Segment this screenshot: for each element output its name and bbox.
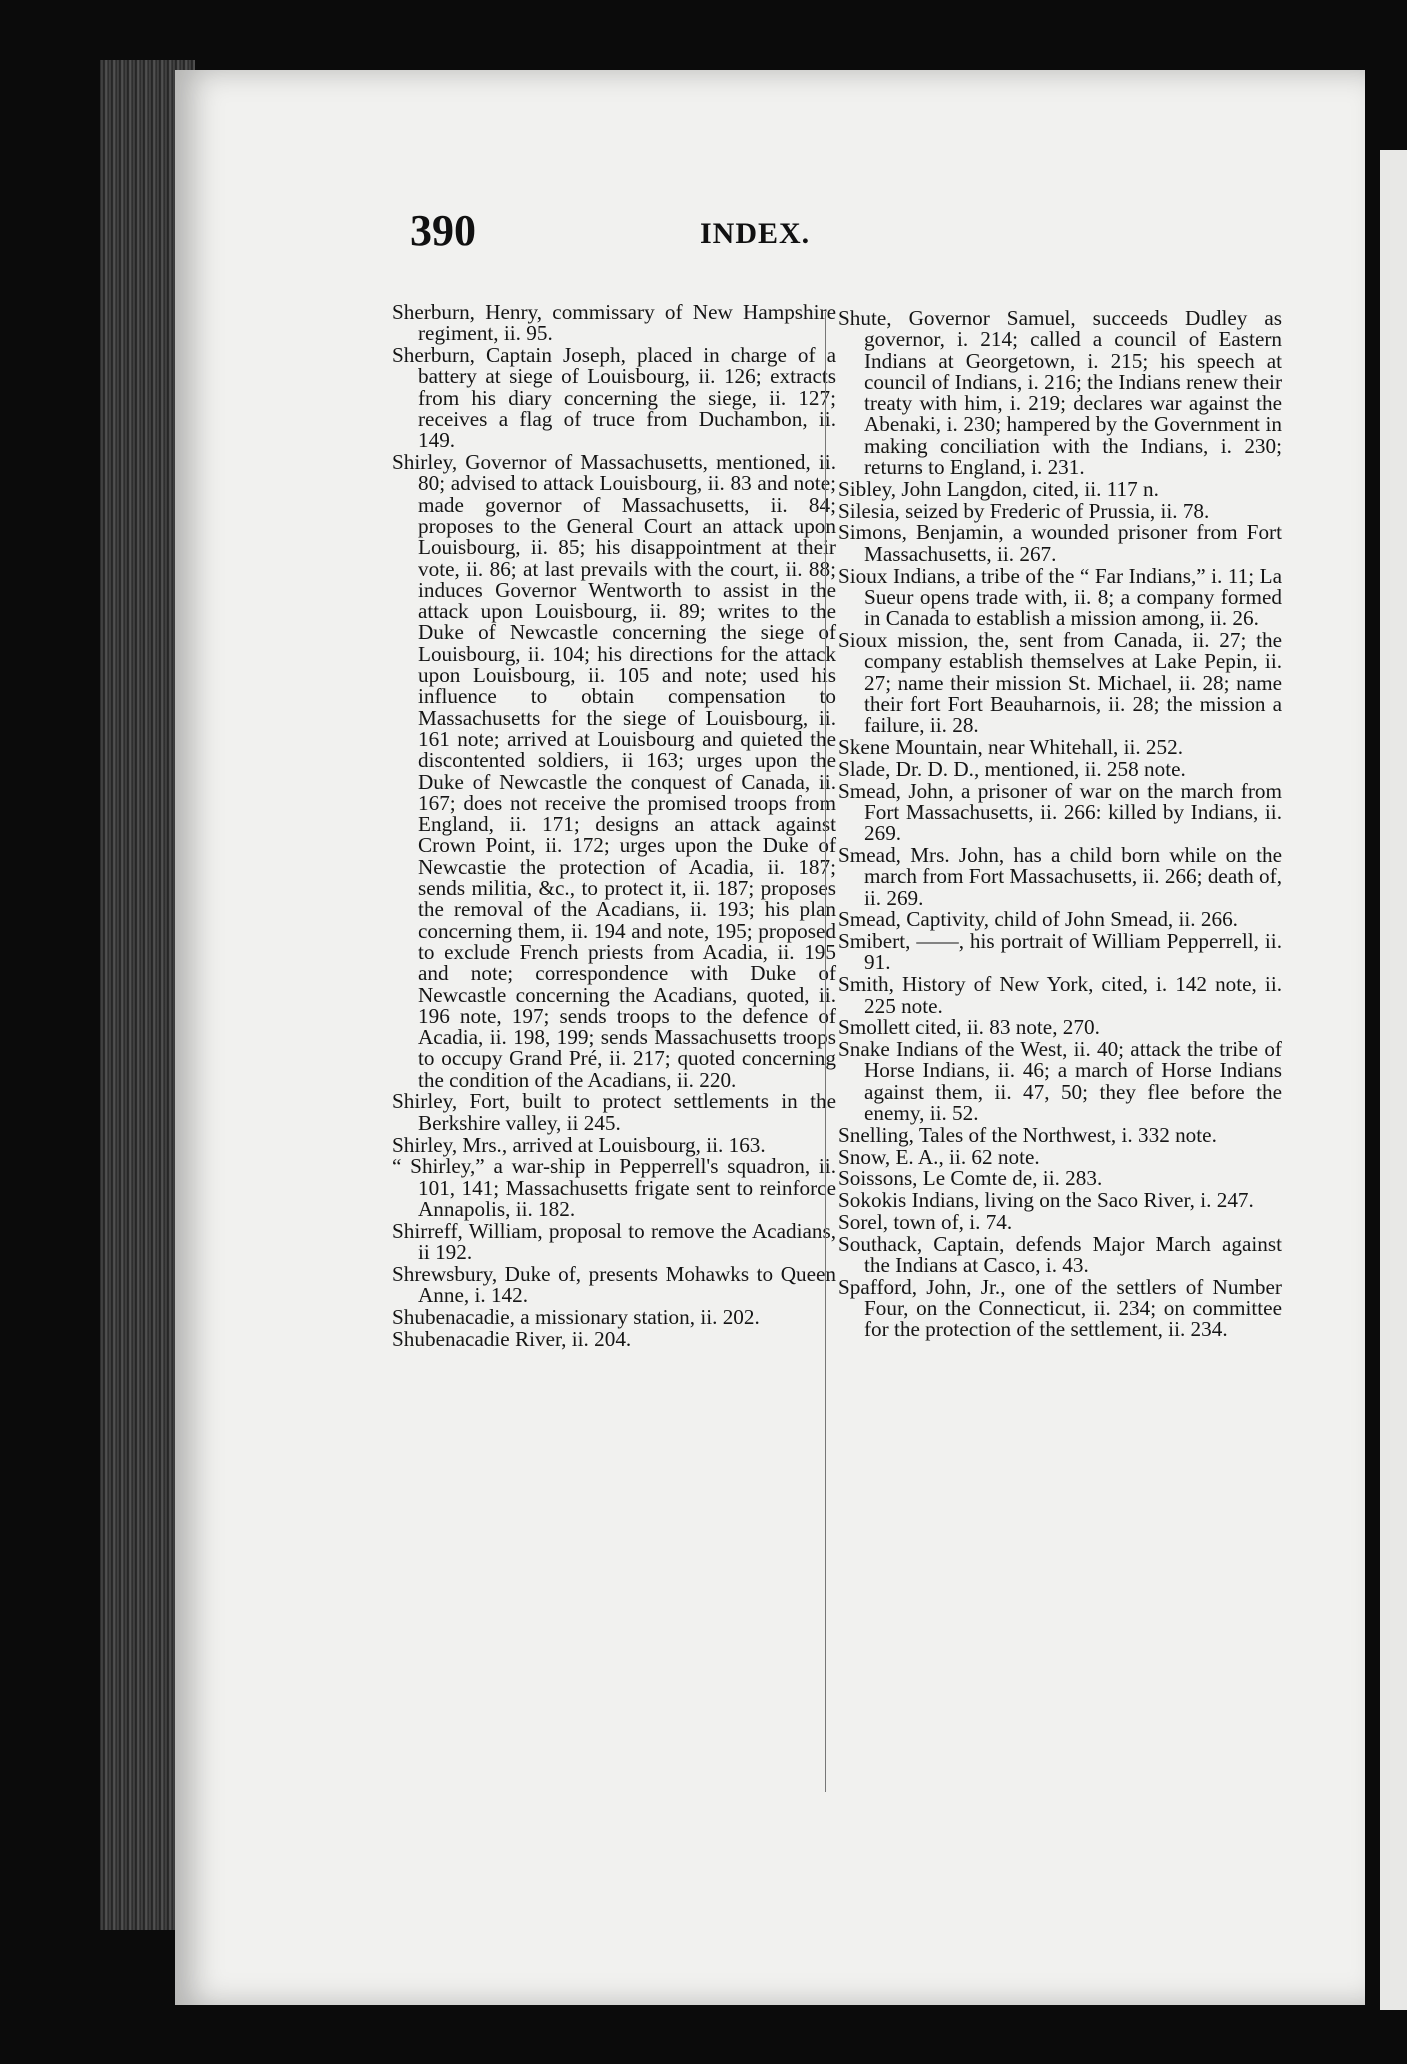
index-entry: Sokokis Indians, living on the Saco River, i. 247. bbox=[838, 1188, 1254, 1213]
index-entry: Smead, John, a prisoner of war on the march from Fort Massachusetts, ii. 266: killed by Indians, ii. 269. bbox=[838, 778, 1282, 846]
index-entry: Sorel, town of, i. 74. bbox=[838, 1209, 1013, 1234]
page-number: 390 bbox=[410, 206, 476, 255]
index-entry: Snelling, Tales of the Northwest, i. 332 note. bbox=[838, 1122, 1217, 1147]
index-entry: Sherburn, Captain Joseph, placed in charge of a battery at siege of Louisbourg, ii. 126; extracts from his diary concerning the siege, ii. 127; receives a flag of truce from Duchambon, ii. 149. bbox=[392, 343, 836, 453]
index-entry: Simons, Benjamin, a wounded prisoner from Fort Massachusetts, ii. 267. bbox=[838, 520, 1282, 566]
index-entry: Shirreff, William, proposal to remove the Acadians, ii 192. bbox=[392, 1218, 836, 1265]
index-entry: Shute, Governor Samuel, succeeds Dudley as governor, i. 214; called a council of Eastern Indians at Georgetown, i. 215; his speech at council of Indians, i. 216; the Indians renew their treaty with him, i. 219; declares war against the Abenaki, i. 230; hampered by the Government in making conciliation with the Indians, i. 230; returns to England, i. 231. bbox=[838, 306, 1282, 480]
index-entry: Smollett cited, ii. 83 note, 270. bbox=[838, 1015, 1100, 1040]
index-entry: Shirley, Governor of Massachusetts, mentioned, ii. 80; advised to attack Louisbourg, ii. 83 and note; made governor of Massachusetts, ii. 84; proposes to the General Court an attack upon Louisbourg, ii. 85; his disappointment at their vote, ii. 86; at last prevails with the court, ii. 88; induces Governor Wentworth to assist in the attack upon Louisbourg, ii. 89; writes to the Duke of Newcastle concerning the siege of Louisbourg, ii. 104; his directions for the attack upon Louisbourg, ii. 105 and note; used his influence to obtain compensation to Massachusetts for the siege of Louisbourg, ii. 161 note; arrived at Louisbourg and quieted the discontented soldiers, ii 163; urges upon the Duke of Newcastle the conquest of Canada, ii. 167; does not receive the promised troops from England, ii. 171; designs an attack against Crown Point, ii. 172; urges upon the Duke of Newcastie the protection of Acadia, ii. 187; sends militia, &c., to protect it, ii. 187; proposes the removal of the Acadians, ii. 193; his plan concerning them, ii. 194 and note, 195; proposed to exclude French priests from Acadia, ii. 195 and note; correspondence with Duke of Newcastle concerning the Acadians, quoted, ii. 196 note, 197; sends troops to the defence of Acadia, ii. 198, 199; sends Massachusetts troops to occupy Grand Pré, ii. 217; quoted concerning the condition of the Acadians, ii. 220. bbox=[392, 450, 836, 1092]
index-entry: Shirley, Mrs., arrived at Louisbourg, ii. 163. bbox=[392, 1132, 766, 1157]
index-entry: Southack, Captain, defends Major March against the Indians at Casco, i. 43. bbox=[838, 1231, 1282, 1278]
index-entry: Snow, E. A., ii. 62 note. bbox=[838, 1144, 1040, 1169]
index-entry: Sioux mission, the, sent from Canada, ii. 27; the company establish themselves at Lake Pepin, ii. 27; name their mission St. Michael, ii. 28; name their fort Fort Beauharnois, ii. 28; the mission a failure, ii. 28. bbox=[838, 627, 1282, 738]
index-entry: Sioux Indians, a tribe of the “ Far Indians,” i. 11; La Sueur opens trade with, ii. 8; a company formed in Canada to establish a mission among, ii. 26. bbox=[838, 563, 1282, 631]
index-entry: “ Shirley,” a war-ship in Pepperrell's squadron, ii. 101, 141; Massachusetts frigate sent to reinforce Annapolis, ii. 182. bbox=[392, 1154, 836, 1221]
index-entry: Sherburn, Henry, commissary of New Hampshire regiment, ii. 95. bbox=[392, 300, 836, 346]
index-entry: Silesia, seized by Frederic of Prussia, ii. 78. bbox=[838, 498, 1210, 523]
facing-page-edge bbox=[1380, 150, 1407, 2010]
index-entry: Smead, Captivity, child of John Smead, ii. 266. bbox=[838, 907, 1238, 932]
index-entry: Snake Indians of the West, ii. 40; attack the tribe of Horse Indians, ii. 46; a march of Horse Indians against them, ii. 47, 50; they flee before the enemy, ii. 52. bbox=[838, 1037, 1282, 1125]
index-entry: Smead, Mrs. John, has a child born while on the march from Fort Massachusetts, ii. 266; death of, ii. 269. bbox=[838, 842, 1282, 910]
column-divider bbox=[825, 312, 826, 1792]
index-entry: Slade, Dr. D. D., mentioned, ii. 258 note. bbox=[838, 756, 1186, 781]
index-entry: Skene Mountain, near Whitehall, ii. 252. bbox=[838, 734, 1184, 759]
index-entry: Shrewsbury, Duke of, presents Mohawks to Queen Anne, i. 142. bbox=[392, 1261, 836, 1308]
running-title: INDEX. bbox=[700, 217, 811, 250]
index-entry: Soissons, Le Comte de, ii. 283. bbox=[838, 1166, 1103, 1191]
index-entry: Shubenacadie, a missionary station, ii. 202. bbox=[392, 1304, 760, 1329]
index-entry: Smibert, ——, his portrait of William Pepperrell, ii. 91. bbox=[838, 929, 1282, 975]
index-entry: Shirley, Fort, built to protect settlements in the Berkshire valley, ii 245. bbox=[392, 1089, 836, 1135]
index-entry: Shubenacadie River, ii. 204. bbox=[392, 1326, 632, 1351]
index-column-right bbox=[838, 308, 1282, 1341]
index-column-left bbox=[392, 302, 836, 1351]
index-entry: Smith, History of New York, cited, i. 142 note, ii. 225 note. bbox=[838, 972, 1282, 1018]
index-entry: Spafford, John, Jr., one of the settlers of Number Four, on the Connecticut, ii. 234; on committee for the protection of the settlement, ii. 234. bbox=[838, 1274, 1282, 1342]
index-entry: Sibley, John Langdon, cited, ii. 117 n. bbox=[838, 476, 1159, 501]
running-head bbox=[410, 205, 930, 255]
